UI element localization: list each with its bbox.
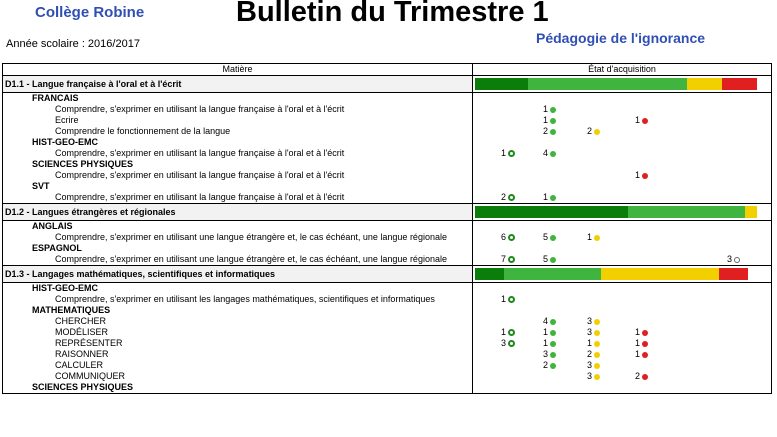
subject-column-header: Matière <box>3 64 473 76</box>
row-label: Comprendre le fonctionnement de la langue <box>3 126 473 137</box>
assessment-table <box>2 63 772 394</box>
count-level2 <box>543 360 556 371</box>
level2-dot-icon <box>550 352 556 358</box>
level2-dot-icon <box>550 235 556 241</box>
count-value: 3 <box>501 338 507 348</box>
row-label: Comprendre, s'exprimer en utilisant la langue française à l'oral et à l'écrit <box>3 192 473 204</box>
level1-dot-icon <box>508 150 515 157</box>
count-value: 4 <box>543 316 549 326</box>
count-value: 1 <box>543 192 549 202</box>
competency-row <box>3 115 772 126</box>
acquisition-cell <box>473 181 772 192</box>
count-level2 <box>543 316 556 327</box>
count-level2 <box>543 349 556 360</box>
count-level3 <box>587 371 600 382</box>
count-level1 <box>501 192 515 203</box>
acquisition-cell <box>473 254 772 266</box>
row-label: ESPAGNOL <box>3 243 473 254</box>
acquisition-cell <box>473 76 772 93</box>
count-value: 5 <box>543 232 549 242</box>
acquisition-cell <box>473 294 772 305</box>
acquisition-cell <box>473 93 772 105</box>
count-value: 1 <box>543 338 549 348</box>
count-value: 4 <box>543 148 549 158</box>
count-value: 3 <box>587 371 593 381</box>
bar-segment-level1 <box>475 268 504 280</box>
acquisition-bar <box>475 78 769 90</box>
level3-dot-icon <box>594 341 600 347</box>
acquisition-cell <box>473 360 772 371</box>
row-label: CALCULER <box>3 360 473 371</box>
count-level4 <box>635 349 648 360</box>
level4-dot-icon <box>642 352 648 358</box>
level1-dot-icon <box>508 329 515 336</box>
row-label: D1.3 - Langages mathématiques, scientifiques et informatiques <box>3 266 473 283</box>
acquisition-cell <box>473 221 772 233</box>
domain-row <box>3 266 772 283</box>
subject-row <box>3 181 772 192</box>
count-value: 3 <box>543 349 549 359</box>
count-level3 <box>587 232 600 243</box>
acquisition-bar <box>475 206 769 218</box>
acquisition-bar <box>475 268 769 280</box>
row-label: FRANCAIS <box>3 93 473 105</box>
level1-dot-icon <box>508 340 515 347</box>
count-level3 <box>587 338 600 349</box>
row-label: HIST-GEO-EMC <box>3 283 473 295</box>
level1-dot-icon <box>508 256 515 263</box>
count-value: 1 <box>587 338 593 348</box>
count-level2 <box>543 192 556 203</box>
acquisition-cell <box>473 126 772 137</box>
count-value: 1 <box>543 104 549 114</box>
count-level3 <box>587 327 600 338</box>
acquisition-cell <box>473 266 772 283</box>
count-level3 <box>587 349 600 360</box>
count-level4 <box>635 115 648 126</box>
acquisition-cell <box>473 305 772 316</box>
level2-dot-icon <box>550 107 556 113</box>
subject-row <box>3 382 772 394</box>
count-value: 1 <box>635 327 641 337</box>
count-value: 7 <box>501 254 507 264</box>
count-value: 1 <box>501 148 507 158</box>
count-value: 1 <box>635 338 641 348</box>
competency-row <box>3 104 772 115</box>
count-open <box>727 254 740 265</box>
row-label: REPRÉSENTER <box>3 338 473 349</box>
competency-row <box>3 170 772 181</box>
row-label: COMMUNIQUER <box>3 371 473 382</box>
level2-dot-icon <box>550 151 556 157</box>
school-name: Collège Robine <box>35 4 145 21</box>
level1-dot-icon <box>508 234 515 241</box>
bar-segment-level1 <box>475 78 528 90</box>
count-level4 <box>635 170 648 181</box>
competency-row <box>3 294 772 305</box>
count-level2 <box>543 126 556 137</box>
level4-dot-icon <box>642 374 648 380</box>
count-level2 <box>543 104 556 115</box>
count-value: 2 <box>543 126 549 136</box>
bar-segment-level1 <box>475 206 628 218</box>
table-header <box>3 64 772 76</box>
row-label: CHERCHER <box>3 316 473 327</box>
acquisition-cell <box>473 137 772 148</box>
school-year: Année scolaire : 2016/2017 <box>6 38 140 50</box>
count-value: 1 <box>635 349 641 359</box>
row-label: HIST-GEO-EMC <box>3 137 473 148</box>
level3-dot-icon <box>594 330 600 336</box>
competency-row <box>3 371 772 382</box>
bar-segment-level4 <box>719 268 748 280</box>
bar-segment-level3 <box>687 78 722 90</box>
level1-dot-icon <box>508 194 515 201</box>
bar-segment-level2 <box>504 268 601 280</box>
row-label: Comprendre, s'exprimer en utilisant la langue française à l'oral et à l'écrit <box>3 148 473 159</box>
count-level1 <box>501 148 515 159</box>
count-value: 1 <box>635 170 641 180</box>
count-level2 <box>543 327 556 338</box>
count-level4 <box>635 338 648 349</box>
page-title: Bulletin du Trimestre 1 <box>236 0 549 28</box>
level2-dot-icon <box>550 129 556 135</box>
count-value: 2 <box>543 360 549 370</box>
count-level3 <box>587 316 600 327</box>
level3-dot-icon <box>594 363 600 369</box>
acquisition-cell <box>473 382 772 394</box>
count-value: 1 <box>587 232 593 242</box>
count-value: 5 <box>543 254 549 264</box>
competency-row <box>3 232 772 243</box>
acquisition-cell <box>473 327 772 338</box>
bar-segment-level4 <box>722 78 757 90</box>
competency-row <box>3 360 772 371</box>
bar-segment-level3 <box>745 206 757 218</box>
row-label: D1.1 - Langue française à l'oral et à l'écrit <box>3 76 473 93</box>
competency-row <box>3 126 772 137</box>
count-level1 <box>501 327 515 338</box>
count-level1 <box>501 254 515 265</box>
competency-row <box>3 327 772 338</box>
row-label: Comprendre, s'exprimer en utilisant une langue étrangère et, le cas échéant, une langue régionale <box>3 232 473 243</box>
acquisition-cell <box>473 104 772 115</box>
count-value: 1 <box>501 327 507 337</box>
count-level2 <box>543 232 556 243</box>
count-level1 <box>501 294 515 305</box>
domain-row <box>3 76 772 93</box>
row-label: Comprendre, s'exprimer en utilisant la langue française à l'oral et à l'écrit <box>3 170 473 181</box>
count-value: 1 <box>501 294 507 304</box>
level3-dot-icon <box>594 374 600 380</box>
row-label: SCIENCES PHYSIQUES <box>3 159 473 170</box>
acquisition-cell <box>473 115 772 126</box>
level4-dot-icon <box>642 341 648 347</box>
level1-dot-icon <box>508 296 515 303</box>
count-value: 1 <box>543 115 549 125</box>
level4-dot-icon <box>642 330 648 336</box>
acquisition-cell <box>473 232 772 243</box>
bar-segment-level2 <box>628 206 746 218</box>
state-column-header: État d'acquisition <box>473 64 772 76</box>
level3-dot-icon <box>594 129 600 135</box>
level3-dot-icon <box>594 235 600 241</box>
acquisition-cell <box>473 338 772 349</box>
row-label: D1.2 - Langues étrangères et régionales <box>3 204 473 221</box>
subject-row <box>3 283 772 295</box>
competency-row <box>3 316 772 327</box>
acquisition-cell <box>473 283 772 295</box>
row-label: Comprendre, s'exprimer en utilisant la langue française à l'oral et à l'écrit <box>3 104 473 115</box>
count-value: 3 <box>587 316 593 326</box>
row-label: MATHEMATIQUES <box>3 305 473 316</box>
subject-row <box>3 137 772 148</box>
subject-row <box>3 221 772 233</box>
subject-row <box>3 159 772 170</box>
pedagogy-label: Pédagogie de l'ignorance <box>536 30 706 46</box>
count-level2 <box>543 338 556 349</box>
count-level3 <box>587 126 600 137</box>
count-value: 2 <box>501 192 507 202</box>
domain-row <box>3 204 772 221</box>
row-label: Comprendre, s'exprimer en utilisant les langages mathématiques, scientifiques et informatiques <box>3 294 473 305</box>
competency-row <box>3 192 772 204</box>
count-level3 <box>587 360 600 371</box>
count-value: 2 <box>587 126 593 136</box>
level2-dot-icon <box>550 319 556 325</box>
row-label: ANGLAIS <box>3 221 473 233</box>
level4-dot-icon <box>642 118 648 124</box>
level2-dot-icon <box>550 330 556 336</box>
count-value: 3 <box>727 254 733 264</box>
acquisition-cell <box>473 192 772 204</box>
count-value: 1 <box>543 327 549 337</box>
level2-dot-icon <box>550 195 556 201</box>
row-label: SCIENCES PHYSIQUES <box>3 382 473 394</box>
row-label: SVT <box>3 181 473 192</box>
count-value: 2 <box>635 371 641 381</box>
count-value: 3 <box>587 327 593 337</box>
acquisition-cell <box>473 159 772 170</box>
level2-dot-icon <box>550 363 556 369</box>
count-level2 <box>543 115 556 126</box>
count-value: 2 <box>587 349 593 359</box>
level2-dot-icon <box>550 341 556 347</box>
count-value: 3 <box>587 360 593 370</box>
level2-dot-icon <box>550 118 556 124</box>
acquisition-cell <box>473 349 772 360</box>
bar-segment-level2 <box>528 78 687 90</box>
level3-dot-icon <box>594 319 600 325</box>
subject-row <box>3 243 772 254</box>
acquisition-cell <box>473 371 772 382</box>
subject-row <box>3 93 772 105</box>
open-dot-icon <box>734 257 740 263</box>
level3-dot-icon <box>594 352 600 358</box>
level2-dot-icon <box>550 257 556 263</box>
count-level2 <box>543 254 556 265</box>
bar-segment-level3 <box>601 268 719 280</box>
count-level1 <box>501 338 515 349</box>
competency-row <box>3 338 772 349</box>
competency-row <box>3 148 772 159</box>
acquisition-cell <box>473 243 772 254</box>
count-level1 <box>501 232 515 243</box>
subject-row <box>3 305 772 316</box>
count-value: 6 <box>501 232 507 242</box>
competency-row <box>3 254 772 266</box>
competency-row <box>3 349 772 360</box>
row-label: Comprendre, s'exprimer en utilisant une langue étrangère et, le cas échéant, une langue régionale <box>3 254 473 266</box>
acquisition-cell <box>473 170 772 181</box>
count-level2 <box>543 148 556 159</box>
acquisition-cell <box>473 204 772 221</box>
count-value: 1 <box>635 115 641 125</box>
row-label: RAISONNER <box>3 349 473 360</box>
row-label: Ecrire <box>3 115 473 126</box>
acquisition-cell <box>473 148 772 159</box>
row-label: MODÉLISER <box>3 327 473 338</box>
level4-dot-icon <box>642 173 648 179</box>
acquisition-cell <box>473 316 772 327</box>
count-level4 <box>635 371 648 382</box>
count-level4 <box>635 327 648 338</box>
